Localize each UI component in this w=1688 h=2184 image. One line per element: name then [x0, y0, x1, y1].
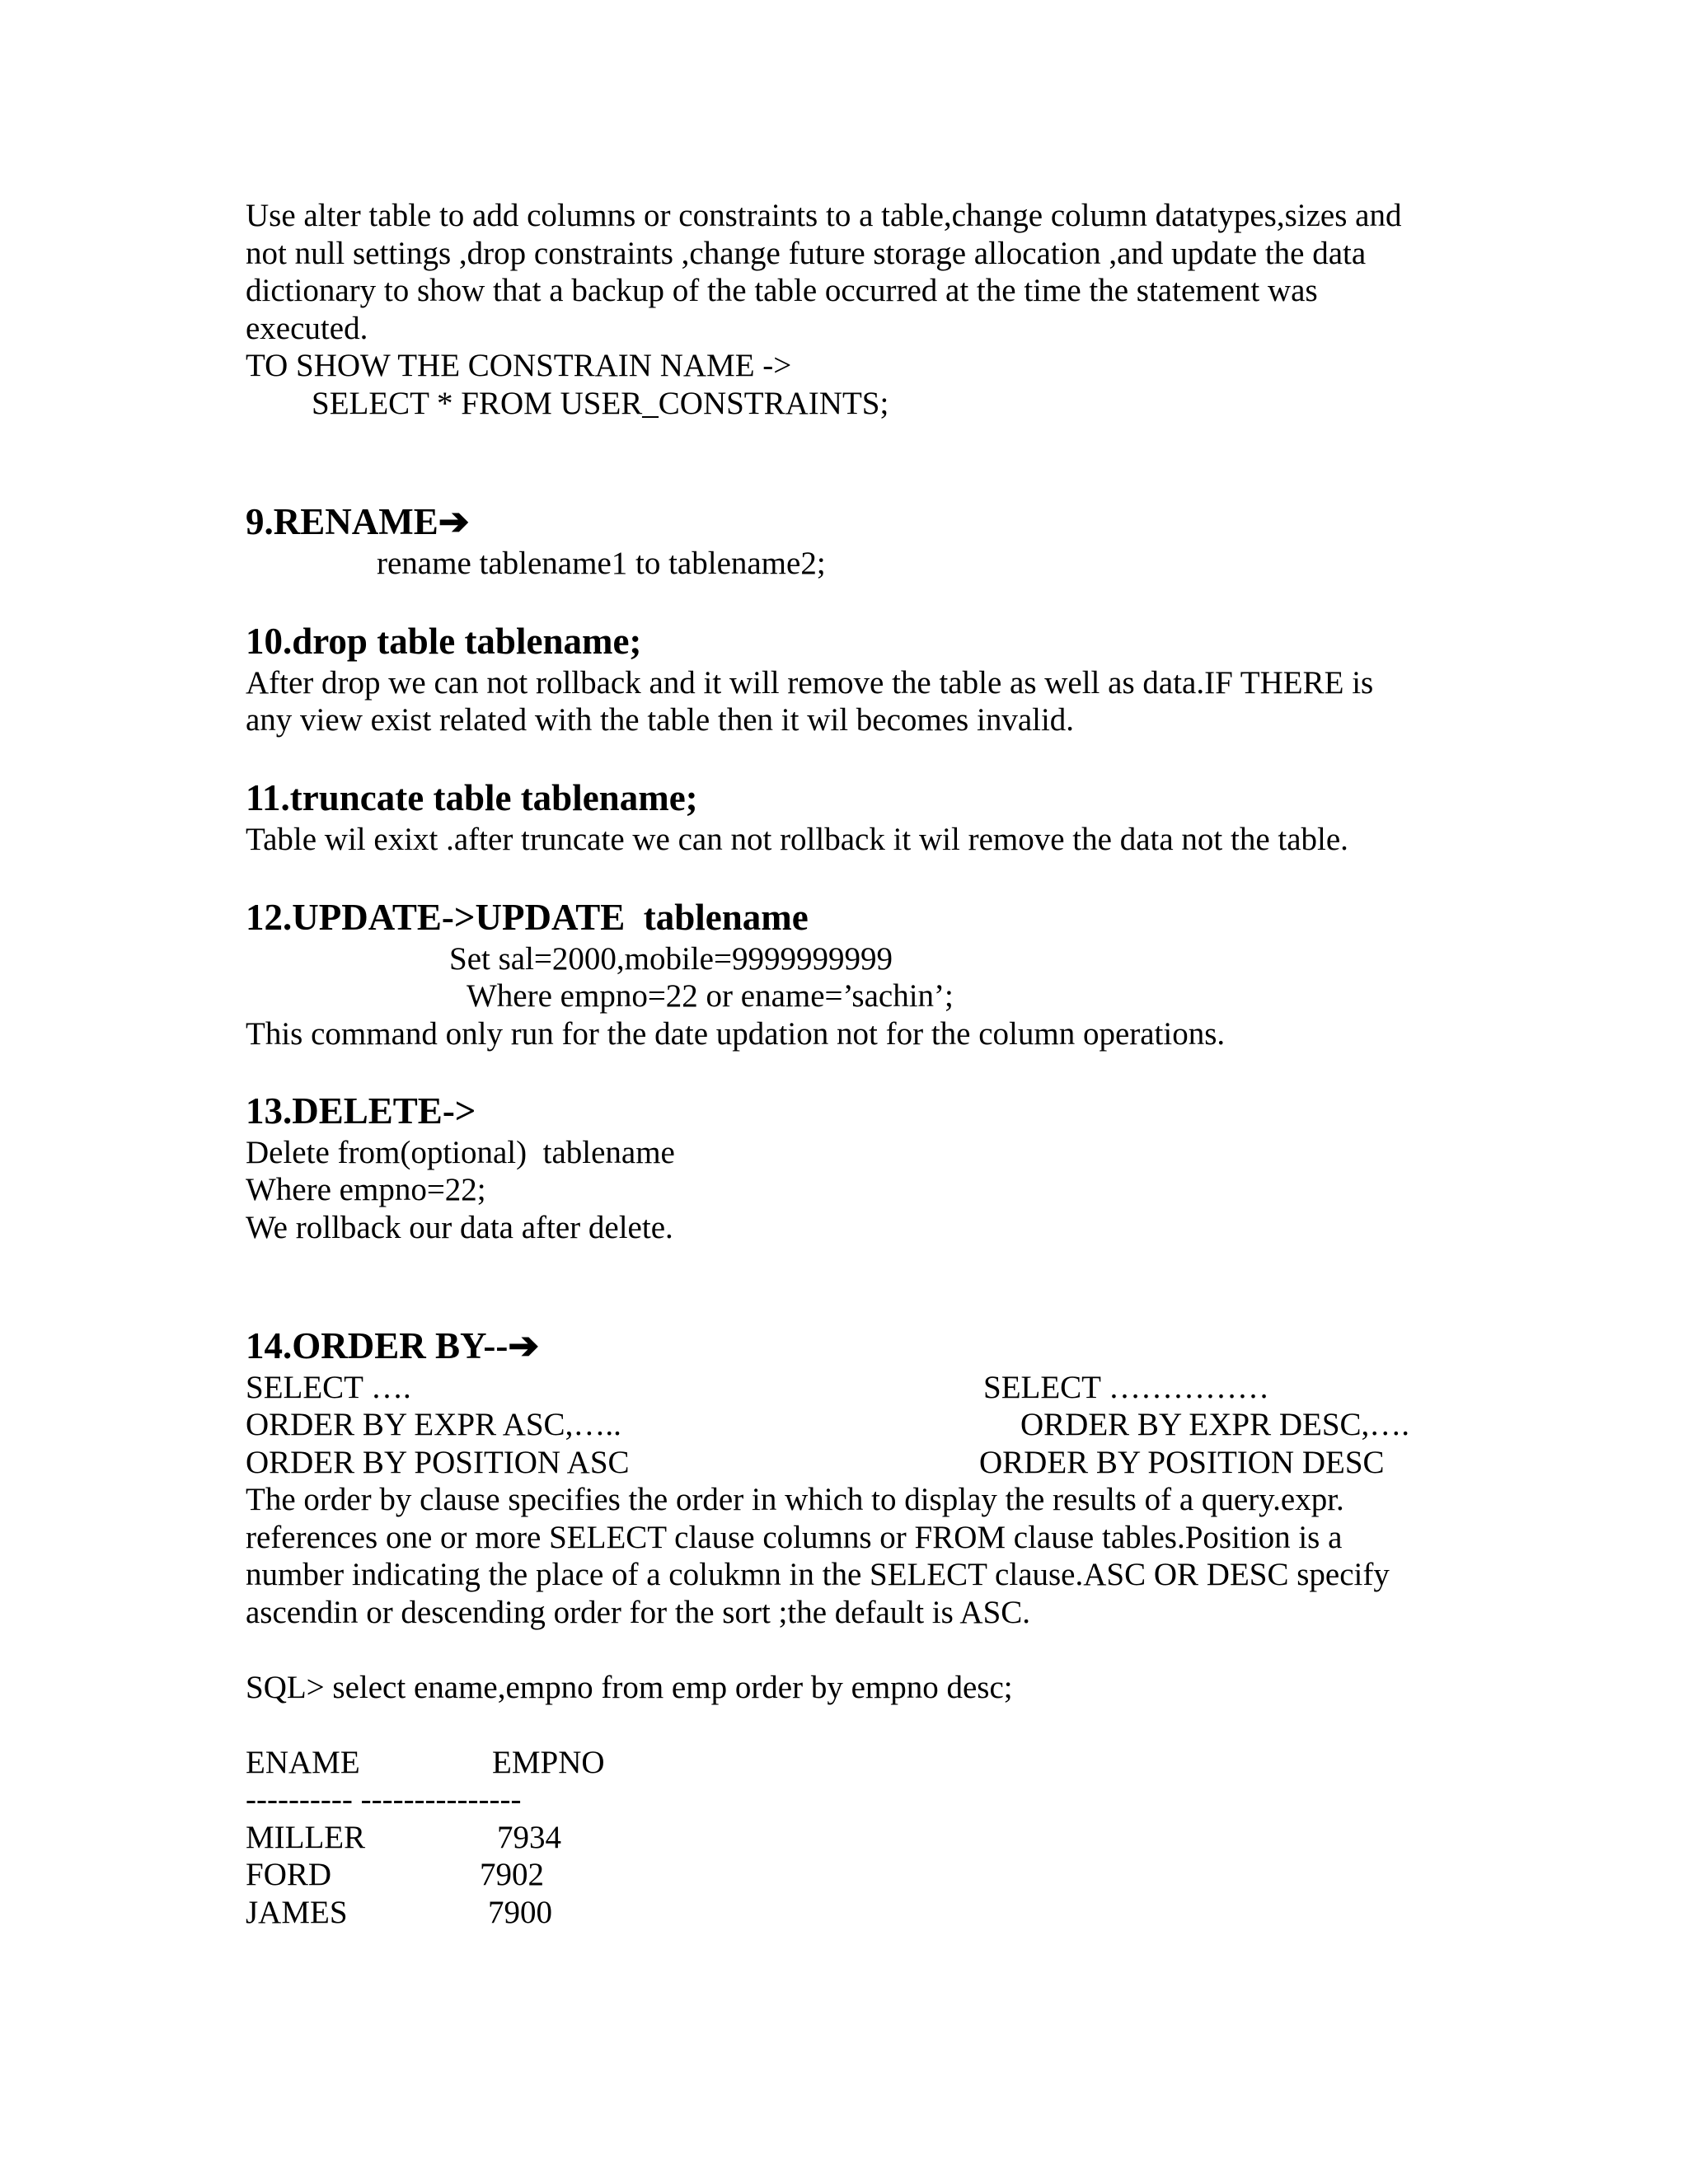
result-row-1-empno: 7934 [497, 1820, 561, 1855]
order-by-heading [246, 1324, 539, 1367]
sql-query: SQL> select ename,empno from emp order by empno desc; [246, 1670, 1013, 1705]
rename-heading [246, 500, 469, 543]
drop-line-1: After drop we can not rollback and it will remove the table as well as data.IF THERE is [246, 665, 1374, 701]
result-row-2-ename: FORD [246, 1857, 332, 1892]
delete-line-3: We rollback our data after delete. [246, 1210, 673, 1245]
order-desc-line-2: references one or more SELECT clause columns or FROM clause tables.Position is a [246, 1520, 1343, 1555]
intro-line-2: not null settings ,drop constraints ,change future storage allocation ,and update the data [246, 236, 1367, 271]
intro-line-1: Use alter table to add columns or constraints to a table,change column datatypes,sizes and [246, 198, 1402, 233]
delete-line-2: Where empno=22; [246, 1172, 486, 1207]
rename-syntax: rename tablename1 to tablename2; [377, 546, 826, 581]
order-desc-line-3: number indicating the place of a colukmn in the SELECT clause.ASC OR DESC specify [246, 1557, 1390, 1592]
delete-heading: 13.DELETE-> [246, 1090, 476, 1132]
intro-line-3: dictionary to show that a backup of the table occurred at the time the statement was [246, 273, 1318, 308]
order-desc-line-4: ascendin or descending order for the sort ;the default is ASC. [246, 1595, 1031, 1630]
result-row-3-ename: JAMES [246, 1895, 348, 1930]
order-left-line-3: ORDER BY POSITION ASC [246, 1445, 630, 1480]
delete-line-1: Delete from(optional) tablename [246, 1135, 675, 1170]
intro-line-4: executed. [246, 311, 368, 346]
update-set-line: Set sal=2000,mobile=9999999999 [449, 941, 893, 977]
result-header-ename: ENAME [246, 1745, 360, 1780]
drop-line-2: any view exist related with the table then it wil becomes invalid. [246, 702, 1075, 738]
order-right-line-3: ORDER BY POSITION DESC [979, 1445, 1385, 1480]
order-right-line-2: ORDER BY EXPR DESC,…. [1020, 1407, 1410, 1442]
order-right-line-1: SELECT …………… [983, 1370, 1270, 1405]
order-by-heading-text: 14.ORDER BY-- [246, 1325, 509, 1366]
right-arrow-icon: ➔ [508, 1325, 540, 1366]
order-left-line-1: SELECT …. [246, 1370, 411, 1405]
result-row-3-empno: 7900 [488, 1895, 552, 1930]
constrain-query: SELECT * FROM USER_CONSTRAINTS; [312, 386, 889, 421]
update-note: This command only run for the date updation not for the column operations. [246, 1016, 1226, 1052]
truncate-line: Table wil exixt .after truncate we can not rollback it wil remove the data not the table. [246, 822, 1348, 857]
constrain-label: TO SHOW THE CONSTRAIN NAME -> [246, 348, 792, 383]
order-left-line-2: ORDER BY EXPR ASC,….. [246, 1407, 621, 1442]
drop-heading: 10.drop table tablename; [246, 621, 642, 662]
order-desc-line-1: The order by clause specifies the order in which to display the results of a query.expr. [246, 1482, 1344, 1517]
update-where-line: Where empno=22 or ename=’sachin’; [467, 978, 954, 1014]
update-heading: 12.UPDATE->UPDATE tablename [246, 897, 809, 938]
result-row-2-empno: 7902 [480, 1857, 544, 1892]
result-row-1-ename: MILLER [246, 1820, 366, 1855]
result-header-empno: EMPNO [492, 1745, 605, 1780]
rename-heading-text: 9.RENAME [246, 501, 438, 542]
right-arrow-icon: ➔ [438, 501, 470, 542]
result-separator: ---------- --------------- [246, 1782, 522, 1817]
truncate-heading: 11.truncate table tablename; [246, 777, 698, 818]
